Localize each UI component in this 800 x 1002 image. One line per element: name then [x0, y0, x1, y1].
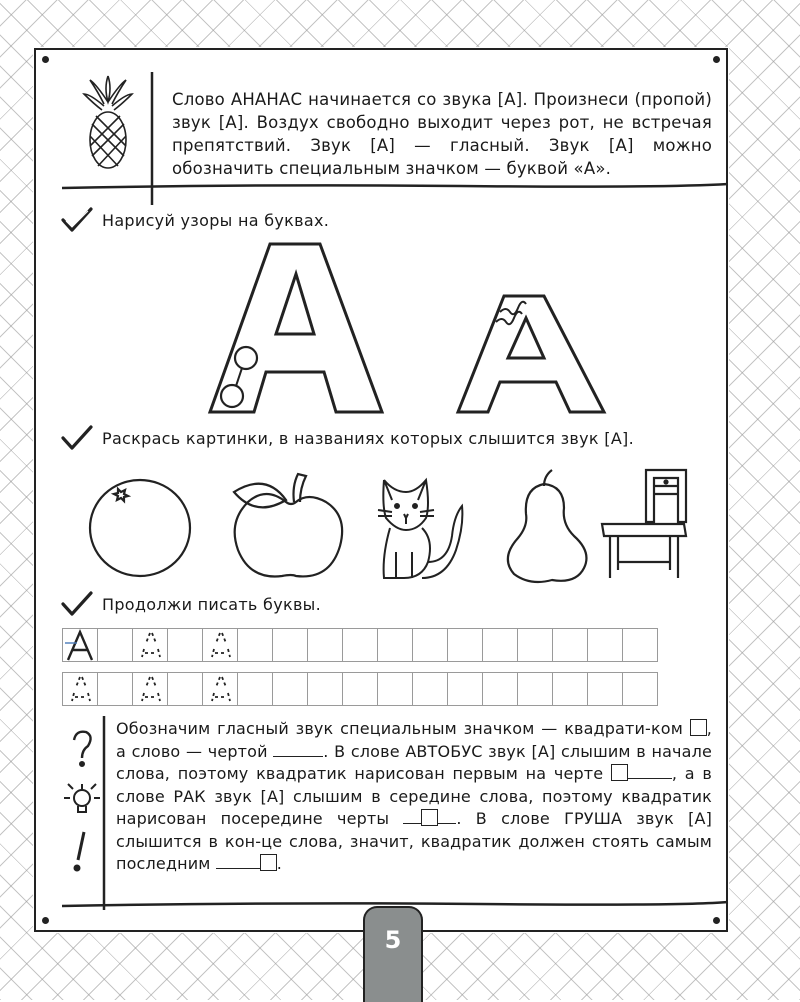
pineapple-icon	[82, 74, 134, 174]
writing-cell[interactable]	[517, 672, 553, 706]
checkmark-icon	[60, 206, 94, 234]
text-part: . В слове ГРУША звук [А] слышится в кон-це слова, значит, квадратик должен стоять самым последним	[116, 809, 712, 873]
pin-dot	[713, 56, 720, 63]
writing-cell[interactable]	[307, 672, 343, 706]
writing-cell[interactable]	[517, 628, 553, 662]
writing-cell[interactable]	[622, 628, 658, 662]
text-part: Обозначим гласный звук специальным значком — квадрати-ком	[116, 719, 683, 738]
question-icon	[74, 732, 91, 766]
pear-icon[interactable]	[508, 470, 587, 582]
writing-cell[interactable]	[552, 672, 588, 706]
writing-cell[interactable]	[587, 672, 623, 706]
checkmark-icon	[60, 424, 94, 452]
writing-cell[interactable]	[622, 672, 658, 706]
dash-symbol	[216, 868, 260, 869]
page-number: 5	[384, 926, 402, 954]
pin-dot	[713, 917, 720, 924]
dash-symbol	[403, 823, 421, 824]
writing-cell[interactable]	[237, 628, 273, 662]
square-symbol	[260, 854, 277, 871]
checkmark-icon	[60, 590, 94, 618]
writing-cell[interactable]	[62, 672, 98, 706]
letter-sample	[63, 629, 99, 663]
writing-cell[interactable]	[412, 672, 448, 706]
text-part: .	[276, 854, 282, 873]
letter-trace	[133, 629, 169, 663]
letters-illustration	[200, 240, 620, 420]
writing-cell[interactable]	[272, 672, 308, 706]
task-label: Нарисуй узоры на буквах.	[102, 210, 330, 230]
letter-lowercase-a[interactable]	[458, 296, 604, 412]
writing-cell[interactable]	[132, 672, 168, 706]
writing-cell[interactable]	[167, 672, 203, 706]
task-color-pictures	[60, 424, 634, 452]
writing-cell[interactable]	[587, 628, 623, 662]
square-symbol	[611, 764, 628, 781]
text-part: , а в слове РАК звук [А] слышим в середине слова, поэтому квадратик нарисован посередине черты	[116, 764, 712, 828]
writing-cell[interactable]	[202, 628, 238, 662]
writing-cell[interactable]	[377, 628, 413, 662]
pin-dot	[42, 917, 49, 924]
orange-icon[interactable]	[90, 480, 190, 576]
task-draw-patterns	[60, 206, 329, 234]
task-continue-writing	[60, 590, 321, 618]
intro-paragraph: Слово АНАНАС начинается со звука [А]. Произнеси (пропой) звук [А]. Воздух свободно выходит через рот, не встречая препятствий. Звук [А] — гласный. Звук [А] можно обозначить специальным значком — буквой «А».	[172, 90, 712, 178]
writing-cell[interactable]	[62, 628, 98, 662]
page-number-tab	[363, 906, 423, 1002]
dash-symbol	[628, 778, 672, 779]
writing-cell[interactable]	[307, 628, 343, 662]
writing-grid-row[interactable]	[62, 672, 657, 706]
square-symbol	[421, 809, 438, 826]
writing-cell[interactable]	[377, 672, 413, 706]
letter-trace	[133, 673, 169, 707]
letter-trace	[63, 673, 99, 707]
letter-trace	[203, 629, 239, 663]
writing-cell[interactable]	[272, 628, 308, 662]
bottom-icons	[62, 728, 102, 878]
writing-cell[interactable]	[167, 628, 203, 662]
dash-symbol	[273, 756, 323, 757]
writing-cell[interactable]	[482, 672, 518, 706]
chair-icon[interactable]	[602, 470, 686, 578]
letter-uppercase-a[interactable]	[210, 244, 382, 412]
pictures-row	[86, 466, 696, 586]
bottom-paragraph	[116, 718, 712, 876]
writing-cell[interactable]	[447, 672, 483, 706]
writing-cell[interactable]	[97, 628, 133, 662]
writing-cell[interactable]	[237, 672, 273, 706]
text-part: , а слово — чертой	[116, 719, 712, 761]
cat-icon[interactable]	[378, 480, 462, 578]
task-label: Продолжи писать буквы.	[102, 594, 321, 614]
writing-cell[interactable]	[552, 628, 588, 662]
apple-icon[interactable]	[234, 474, 342, 576]
writing-cell[interactable]	[412, 628, 448, 662]
writing-cell[interactable]	[202, 672, 238, 706]
writing-cell[interactable]	[342, 672, 378, 706]
writing-cell[interactable]	[342, 628, 378, 662]
lightbulb-icon	[64, 784, 100, 812]
writing-cell[interactable]	[97, 672, 133, 706]
writing-grid-row[interactable]	[62, 628, 657, 662]
letter-trace	[203, 673, 239, 707]
task-label: Раскрась картинки, в названиях которых слышится звук [А].	[102, 428, 634, 448]
writing-cell[interactable]	[132, 628, 168, 662]
writing-cell[interactable]	[447, 628, 483, 662]
pin-dot	[42, 56, 49, 63]
writing-cell[interactable]	[482, 628, 518, 662]
square-symbol	[690, 719, 707, 736]
text-part: . В слове АВТОБУС звук [А] слышим в начале слова, поэтому квадратик нарисован первым на черте	[116, 741, 712, 783]
exclamation-icon	[75, 832, 84, 870]
dash-symbol	[438, 823, 456, 824]
